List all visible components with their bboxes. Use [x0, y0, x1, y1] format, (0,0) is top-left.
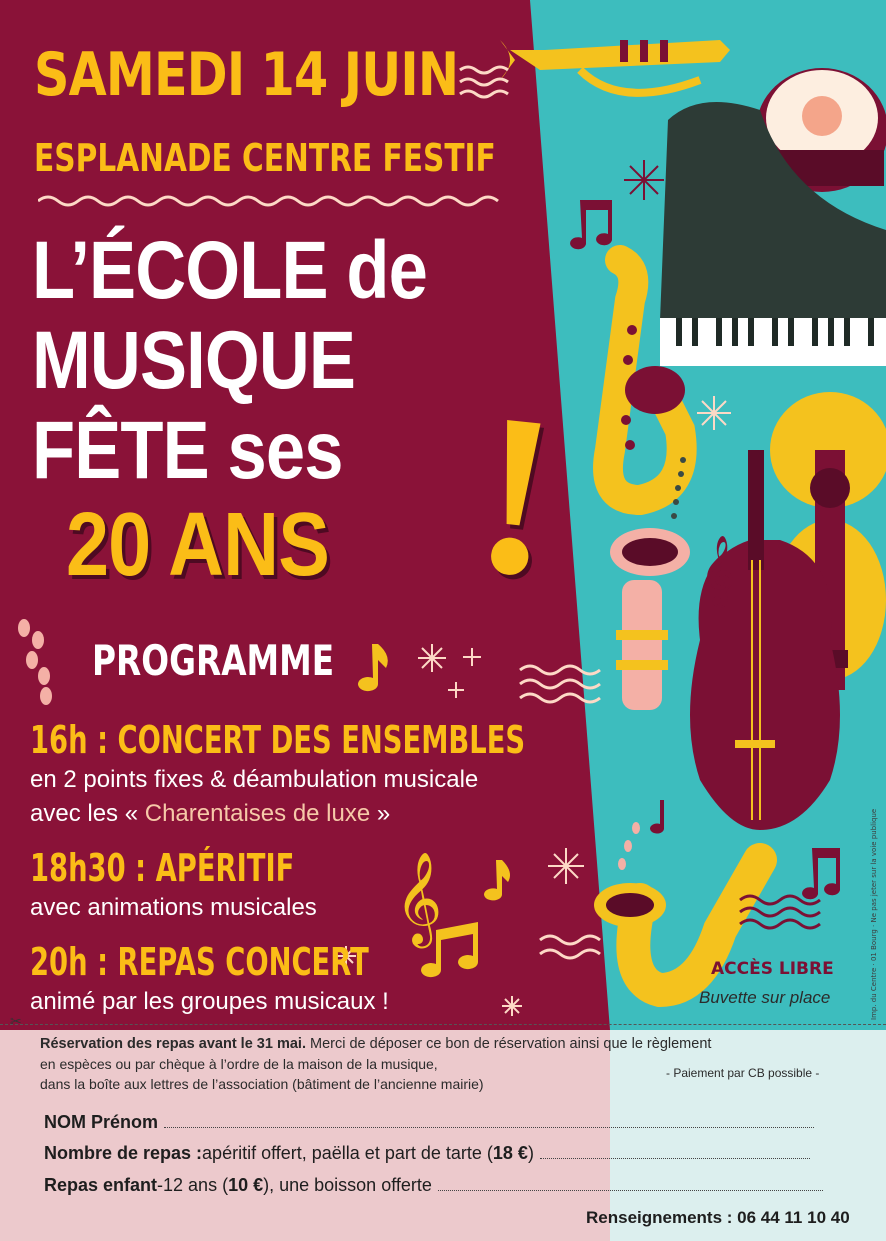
- child-meals-age: -12 ans (: [157, 1175, 229, 1195]
- slot-line-suffix: »: [370, 800, 391, 827]
- meals-description: apéritif offert, paëlla et part de tarte (: [202, 1143, 493, 1163]
- child-meal-description: ), une boisson offerte: [263, 1175, 432, 1195]
- reservation-instructions: Merci de déposer ce bon de réservation ainsi que le règlement: [305, 1036, 712, 1052]
- slot-line-concert-1: en 2 points fixes & déambulation musicale: [30, 766, 479, 793]
- svg-text:𝄞: 𝄞: [395, 851, 443, 944]
- reservation-line-2: en espèces ou par chèque à l’ordre de la maison de la musique,: [40, 1056, 438, 1072]
- scissors-icon: ✂: [10, 1014, 22, 1030]
- programme-title: PROGRAMME: [92, 636, 335, 685]
- meals-count-label: Nombre de repas :: [44, 1143, 203, 1163]
- headline-line-3: FÊTE ses: [32, 405, 343, 496]
- cut-line: [0, 1024, 886, 1025]
- meal-price-close: ): [527, 1143, 534, 1163]
- slot-line-prefix: avec les «: [30, 800, 145, 827]
- reservation-coupon: [0, 1014, 886, 1241]
- event-venue: ESPLANADE CENTRE FESTIF: [34, 136, 496, 180]
- child-meals-field[interactable]: [44, 1175, 823, 1196]
- squiggle-divider-icon: [38, 193, 508, 209]
- headline-line-2: MUSIQUE: [32, 315, 356, 406]
- refreshment-label: Buvette sur place: [699, 988, 831, 1007]
- name-field[interactable]: [44, 1112, 814, 1133]
- slot-title-repas: 20h : REPAS CONCERT: [30, 940, 369, 984]
- free-access-label: ACCÈS LIBRE: [711, 959, 834, 979]
- reservation-intro: [40, 1036, 711, 1052]
- reservation-deadline: Réservation des repas avant le 31 mai.: [40, 1036, 306, 1052]
- slot-line-repas: animé par les groupes musicaux !: [30, 988, 389, 1015]
- event-date: SAMEDI 14 JUIN: [34, 40, 459, 110]
- meal-price: 18 €: [492, 1143, 528, 1163]
- printer-imprint: Imp. du Centre · 01 Bourg · Ne pas jeter sur la voie publique: [870, 808, 878, 1020]
- svg-text:𝄞: 𝄞: [700, 535, 736, 605]
- headline-exclamation: !: [464, 363, 568, 626]
- reservation-line-3: dans la boîte aux lettres de l’association (bâtiment de l’ancienne mairie): [40, 1076, 484, 1092]
- slot-line-aperitif: avec animations musicales: [30, 894, 317, 921]
- meals-count-field[interactable]: [44, 1143, 810, 1164]
- meals-count-line[interactable]: [540, 1158, 810, 1159]
- slot-line-concert-2: [30, 800, 390, 828]
- card-payment-note: - Paiement par CB possible -: [666, 1066, 820, 1080]
- headline-line-1: L’ÉCOLE de: [32, 225, 428, 316]
- name-field-label: NOM Prénom: [44, 1112, 159, 1132]
- slot-title-aperitif: 18h30 : APÉRITIF: [30, 846, 295, 890]
- name-field-line[interactable]: [164, 1127, 814, 1128]
- slot-title-concert: 16h : CONCERT DES ENSEMBLES: [30, 718, 526, 762]
- band-name: Charentaises de luxe: [144, 800, 371, 827]
- contact-phone: Renseignements : 06 44 11 10 40: [586, 1208, 850, 1227]
- sparkle-icon: [624, 160, 664, 200]
- child-meal-price: 10 €: [228, 1175, 264, 1195]
- headline-anniversary: 20 ANS: [66, 495, 329, 595]
- child-meals-line[interactable]: [438, 1190, 823, 1191]
- child-meals-label: Repas enfant: [44, 1175, 158, 1195]
